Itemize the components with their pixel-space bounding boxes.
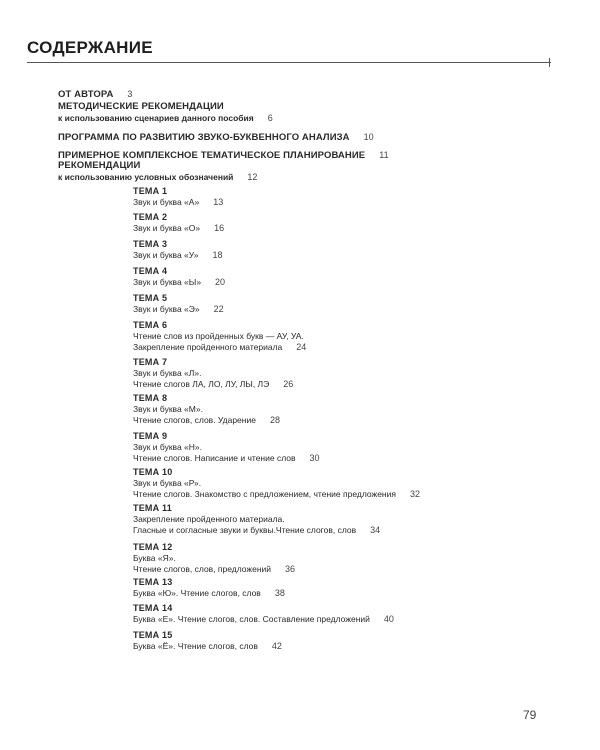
section-subtitle — [58, 172, 257, 183]
topic-line-text: Чтение слогов ЛА, ЛО, ЛУ, ЛЫ, ЛЭ — [133, 378, 270, 389]
topic-page: 13 — [213, 197, 224, 207]
section-page: 3 — [127, 89, 133, 99]
topic-page: 24 — [296, 341, 307, 352]
toc-section-author[interactable] — [58, 84, 132, 102]
topic-line-text: Буква «Е». Чтение слогов, слов. Составление предложений — [133, 614, 370, 624]
section-page: 12 — [247, 172, 258, 182]
section-title: ПРОГРАММА ПО РАЗВИТИЮ ЗВУКО-БУКВЕННОГО АНАЛИЗА — [58, 132, 350, 143]
topic-line-text: Буква «Я». — [133, 553, 176, 563]
toc-topic-4[interactable] — [133, 266, 225, 288]
toc-topic-2[interactable] — [133, 212, 224, 234]
topic-line-text: Чтение слов из пройденных букв — АУ, УА. — [133, 331, 304, 341]
topic-line-text: Чтение слогов, слов, предложений — [133, 563, 272, 574]
topic-label: ТЕМА 10 — [133, 467, 173, 477]
topic-line — [133, 614, 394, 625]
toc-topic-3[interactable] — [133, 239, 223, 261]
topic-page: 40 — [383, 614, 394, 624]
topic-label: ТЕМА 7 — [133, 357, 168, 367]
topic-line-text: Буква «Ю». Чтение слогов, слов — [133, 588, 261, 598]
topic-line-text: Гласные и согласные звуки и буквы.Чтение слогов, слов — [133, 524, 357, 535]
toc-section-guidelines[interactable] — [58, 101, 273, 124]
section-title: МЕТОДИЧЕСКИЕ РЕКОМЕНДАЦИИ — [58, 101, 224, 112]
topic-label: ТЕМА 14 — [133, 603, 173, 613]
toc-topic-14[interactable] — [133, 603, 394, 625]
section-subtitle-text: к использованию условных обозначений — [58, 172, 234, 182]
topic-page: 36 — [285, 563, 296, 574]
toc-topic-13[interactable] — [133, 577, 285, 599]
topic-line-text: Буква «Ё». Чтение слогов, слов — [133, 641, 258, 651]
topic-line-text: Звук и буква «Л». — [133, 368, 202, 378]
topic-line-text: Звук и буква «О» — [133, 223, 201, 233]
topic-page: 30 — [309, 452, 320, 463]
section-subtitle — [58, 113, 273, 124]
topic-line — [133, 641, 282, 652]
topic-line-text: Звук и буква «А» — [133, 197, 200, 207]
topic-page: 32 — [409, 488, 420, 499]
topic-page: 42 — [271, 641, 282, 651]
topic-line — [133, 250, 223, 261]
topic-label: ТЕМА 8 — [133, 393, 168, 403]
toc-section-program[interactable] — [58, 127, 374, 145]
topic-label: ТЕМА 13 — [133, 577, 173, 587]
topic-label: ТЕМА 5 — [133, 293, 168, 303]
topic-line-text: Звук и буква «Н». — [133, 442, 203, 452]
toc-topic-9[interactable] — [133, 431, 320, 463]
topic-label: ТЕМА 4 — [133, 266, 168, 276]
page-number: 79 — [523, 708, 537, 722]
toc-topic-6[interactable] — [133, 320, 306, 352]
toc-topic-5[interactable] — [133, 293, 224, 315]
toc-section-recommendations[interactable] — [58, 160, 257, 183]
section-title: ПРИМЕРНОЕ КОМПЛЕКСНОЕ ТЕМАТИЧЕСКОЕ ПЛАНИРОВАНИЕ — [58, 150, 366, 161]
topic-page: 26 — [283, 378, 294, 389]
topic-line — [133, 197, 223, 208]
topic-page: 20 — [215, 277, 226, 287]
topic-line — [133, 525, 380, 536]
topic-line-text: Звук и буква «У» — [133, 250, 199, 260]
topic-line — [133, 489, 420, 500]
toc-topic-15[interactable] — [133, 630, 282, 652]
topic-page: 34 — [370, 524, 381, 535]
section-title: ОТ АВТОРА — [58, 89, 114, 100]
topic-page: 38 — [274, 588, 285, 598]
topic-line-text: Звук и буква «Р». — [133, 478, 202, 488]
topic-line — [133, 342, 306, 353]
topic-line — [133, 564, 295, 575]
rule-end-mark — [549, 58, 550, 67]
toc-topic-10[interactable] — [133, 467, 420, 499]
section-subtitle-text: к использованию сценариев данного пособия — [58, 113, 254, 123]
topic-label: ТЕМА 1 — [133, 186, 168, 196]
topic-line — [133, 379, 293, 390]
topic-line-text: Чтение слогов. Знакомство с предложением, чтение предложения — [133, 488, 396, 499]
toc-topic-8[interactable] — [133, 393, 280, 425]
topic-line — [133, 277, 225, 288]
topic-line-text: Звук и буква «Ы» — [133, 277, 202, 287]
toc-topic-12[interactable] — [133, 542, 295, 574]
topic-page: 22 — [213, 304, 224, 314]
topic-label: ТЕМА 6 — [133, 320, 168, 330]
topic-label: ТЕМА 11 — [133, 503, 172, 513]
topic-line — [133, 453, 320, 464]
toc-topic-1[interactable] — [133, 186, 223, 208]
topic-label: ТЕМА 15 — [133, 630, 173, 640]
topic-page: 28 — [269, 414, 280, 425]
section-page: 6 — [267, 113, 273, 123]
topic-label: ТЕМА 3 — [133, 239, 168, 249]
topic-line — [133, 223, 224, 234]
topic-page: 18 — [212, 250, 223, 260]
topic-line-text: Чтение слогов. Написание и чтение слов — [133, 452, 296, 463]
topic-line-text: Закрепление пройденного материала. — [133, 514, 285, 524]
section-page: 10 — [363, 132, 374, 142]
topic-line-text: Звук и буква «М». — [133, 404, 203, 414]
topic-line — [133, 304, 224, 315]
topic-line — [133, 588, 285, 599]
topic-line-text: Звук и буква «Э» — [133, 304, 200, 314]
topic-label: ТЕМА 9 — [133, 431, 168, 441]
topic-page: 16 — [214, 223, 225, 233]
topic-label: ТЕМА 12 — [133, 542, 173, 552]
toc-topic-7[interactable] — [133, 357, 293, 389]
topic-line-text: Закрепление пройденного материала — [133, 341, 283, 352]
topic-label: ТЕМА 2 — [133, 212, 168, 222]
section-page: 11 — [379, 150, 389, 160]
topic-line-text: Чтение слогов, слов. Ударение — [133, 414, 256, 425]
page-title: СОДЕРЖАНИЕ — [27, 38, 153, 57]
section-title: РЕКОМЕНДАЦИИ — [58, 160, 141, 171]
topic-line — [133, 415, 280, 426]
heading-rule — [27, 62, 551, 63]
toc-topic-11[interactable] — [133, 503, 380, 535]
